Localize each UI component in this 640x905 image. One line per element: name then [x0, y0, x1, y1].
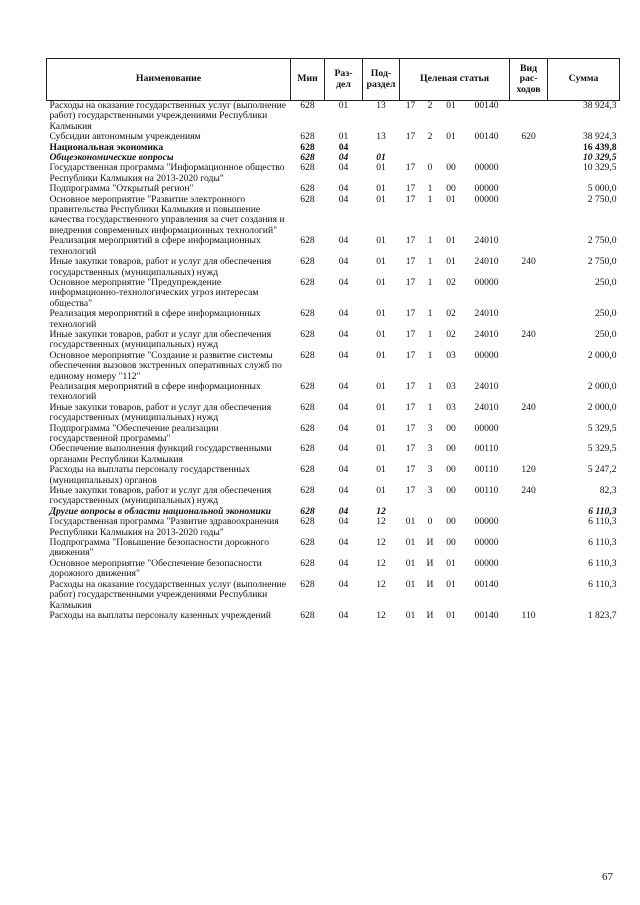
row-target-subprogram: 1	[427, 328, 433, 340]
row-target-event: 00	[446, 516, 456, 528]
row-target-subprogram: 3	[427, 485, 433, 497]
row-vid	[510, 195, 548, 237]
row-podrazdel: 01	[376, 422, 386, 434]
table-row	[47, 257, 620, 278]
row-sum: 5 329,5	[587, 443, 617, 455]
row-podrazdel: 12	[376, 505, 386, 517]
row-name: Субсидии автономным учреждениям	[49, 131, 201, 143]
row-target-subprogram: 1	[427, 276, 433, 288]
header-razdel: Раз- дел	[325, 59, 363, 101]
row-min: 628	[300, 557, 315, 569]
row-sum: 2 000,0	[587, 401, 617, 413]
row-target-event: 01	[446, 578, 456, 590]
row-target-subprogram: 3	[427, 464, 433, 476]
row-target-program	[400, 143, 422, 153]
row-vid	[510, 517, 548, 538]
row-min: 628	[300, 162, 315, 174]
row-podrazdel: 01	[376, 276, 386, 288]
row-sum: 2 000,0	[587, 380, 617, 392]
row-min: 628	[300, 516, 315, 528]
row-razdel: 04	[338, 609, 349, 621]
table-row	[47, 278, 620, 309]
row-target-program: 17	[405, 349, 416, 361]
row-razdel: 04	[338, 485, 349, 497]
table-row	[47, 382, 620, 403]
row-target-code: 00140	[474, 100, 499, 111]
row-sum: 82,3	[599, 485, 617, 497]
row-target-code: 00140	[474, 609, 499, 621]
row-target-code: 00140	[474, 578, 499, 590]
row-target-program: 17	[405, 162, 416, 174]
row-vid	[510, 236, 548, 257]
row-sum: 2 750,0	[587, 256, 617, 268]
row-target-program: 17	[405, 183, 416, 195]
row-target-subprogram: 1	[427, 349, 433, 361]
row-target-event: 00	[446, 183, 456, 195]
row-target-subprogram: 0	[427, 516, 433, 528]
row-target-code	[464, 143, 510, 153]
row-sum: 5 247,2	[587, 464, 617, 476]
row-podrazdel: 01	[376, 349, 386, 361]
row-podrazdel: 12	[376, 578, 386, 590]
row-razdel: 04	[338, 516, 349, 528]
row-podrazdel: 01	[376, 193, 386, 205]
header-target: Целевая статья	[400, 59, 510, 101]
row-razdel: 04	[338, 557, 349, 569]
row-target-program: 17	[405, 328, 416, 340]
table-row	[47, 236, 620, 257]
row-min: 628	[300, 464, 315, 476]
row-target-code: 00110	[474, 464, 499, 476]
row-podrazdel: 01	[376, 162, 386, 174]
row-podrazdel: 12	[376, 557, 386, 569]
row-vid	[510, 538, 548, 559]
row-name: Основное мероприятие "Создание и развитие системы обеспечения вызовов экстренных оперативных служб по единому номеру "112"	[49, 349, 282, 382]
row-target-code: 00000	[474, 183, 499, 195]
row-name: Реализация мероприятий в сфере информационных технологий	[49, 235, 261, 257]
row-target-event: 03	[446, 349, 456, 361]
table-row	[47, 351, 620, 382]
row-target-code: 00000	[474, 422, 499, 434]
row-min: 628	[300, 380, 315, 392]
budget-table-container	[46, 58, 619, 621]
row-target-subprogram	[422, 143, 439, 153]
table-header-row	[47, 59, 620, 101]
row-podrazdel: 12	[376, 537, 386, 549]
header-podrazdel: Под- раздел	[363, 59, 400, 101]
table-row	[47, 444, 620, 465]
row-name: Расходы на оказание государственных услуг (выполнение работ) государственными учреждениями Республики Калмыкия	[49, 100, 286, 132]
row-sum: 6 110,3	[588, 516, 617, 528]
row-target-program: 01	[405, 516, 416, 528]
row-sum: 5 000,0	[587, 183, 617, 195]
row-min: 628	[300, 183, 315, 195]
row-target-program: 17	[405, 422, 416, 434]
row-target-event: 01	[446, 193, 456, 205]
row-target-code: 00000	[474, 193, 499, 205]
header-min: Мин	[291, 59, 325, 101]
row-razdel: 04	[338, 308, 349, 320]
row-target-subprogram: 0	[427, 162, 433, 174]
row-name: Общеэкономические вопросы	[49, 152, 174, 164]
row-sum: 6 110,3	[588, 557, 617, 569]
row-vid: 120	[521, 464, 536, 476]
row-podrazdel: 12	[376, 609, 386, 621]
row-vid	[510, 153, 548, 163]
row-vid	[510, 424, 548, 445]
row-sum: 38 924,3	[582, 100, 617, 111]
row-sum: 6 110,3	[588, 505, 617, 517]
row-target-program: 17	[405, 443, 416, 455]
row-sum: 6 110,3	[588, 537, 617, 549]
row-podrazdel: 01	[376, 256, 386, 268]
table-row	[47, 424, 620, 445]
row-podrazdel: 12	[376, 516, 386, 528]
row-vid: 240	[521, 401, 536, 413]
row-target-program: 01	[405, 609, 416, 621]
row-podrazdel: 01	[376, 308, 386, 320]
row-target-event: 01	[446, 557, 456, 569]
row-name: Иные закупки товаров, работ и услуг для обеспечения государственных (муниципальных) нужд	[49, 401, 272, 424]
row-podrazdel: 01	[376, 380, 386, 392]
row-target-subprogram: И	[426, 609, 434, 621]
row-target-code: 00000	[474, 162, 499, 174]
row-vid	[510, 309, 548, 330]
row-min: 628	[300, 422, 315, 434]
row-razdel: 04	[338, 349, 349, 361]
row-target-event: 03	[446, 380, 456, 392]
row-target-event: 01	[446, 100, 456, 111]
row-name: Государственная программа "Развитие здравоохранения Республики Калмыкия на 2013-2020 годы"	[49, 516, 279, 538]
row-razdel: 04	[338, 464, 349, 476]
row-name: Подпрограмма "Обеспечение реализации государственной программы"	[49, 422, 219, 444]
row-target-subprogram: 1	[427, 308, 433, 320]
table-row	[47, 163, 620, 184]
row-target-code: 24010	[474, 256, 499, 268]
table-row	[47, 195, 620, 237]
row-podrazdel: 01	[376, 443, 386, 455]
row-razdel: 04	[338, 505, 349, 517]
row-target-subprogram: И	[426, 557, 434, 569]
row-target-program: 17	[405, 276, 416, 288]
row-name: Обеспечение выполнения функций государственными органами Республики Калмыкия	[49, 443, 272, 465]
row-razdel: 04	[338, 422, 349, 434]
table-row	[47, 517, 620, 538]
row-min: 628	[300, 131, 315, 143]
row-razdel: 04	[338, 443, 349, 455]
row-name: Подпрограмма "Открытый регион"	[49, 183, 194, 195]
row-vid	[510, 507, 548, 517]
row-vid	[510, 444, 548, 465]
row-target-code: 00000	[474, 557, 499, 569]
row-target-event: 00	[446, 422, 456, 434]
row-name: Национальная экономика	[49, 141, 164, 153]
row-target-code: 24010	[474, 235, 499, 247]
row-target-program: 17	[405, 193, 416, 205]
row-target-code: 24010	[474, 308, 499, 320]
row-min: 628	[300, 609, 315, 621]
row-name: Государственная программа "Информационное общество Республики Калмыкия на 2013-2020 годы"	[49, 162, 285, 184]
row-razdel: 04	[338, 537, 349, 549]
row-target-code: 00000	[474, 516, 499, 528]
row-min: 628	[300, 537, 315, 549]
row-target-subprogram: 1	[427, 235, 433, 247]
row-vid	[510, 351, 548, 382]
row-target-code: 24010	[474, 380, 499, 392]
row-min: 628	[300, 308, 315, 320]
row-sum: 250,0	[594, 276, 617, 288]
row-target-event: 02	[446, 308, 456, 320]
row-target-program: 01	[405, 578, 416, 590]
row-target-subprogram: И	[426, 578, 434, 590]
table-body	[47, 101, 620, 622]
row-vid	[510, 580, 548, 611]
row-target-program: 17	[405, 235, 416, 247]
row-podrazdel: 01	[376, 401, 386, 413]
row-razdel: 04	[338, 141, 349, 153]
row-razdel: 04	[338, 162, 349, 174]
row-name: Иные закупки товаров, работ и услуг для обеспечения государственных (муниципальных) нужд	[49, 256, 272, 278]
row-min: 628	[300, 443, 315, 455]
row-target-event: 02	[446, 276, 456, 288]
row-sum: 2 000,0	[587, 349, 617, 361]
row-target-event: 03	[446, 401, 456, 413]
row-sum: 2 750,0	[587, 193, 617, 205]
row-sum: 5 329,5	[587, 422, 617, 434]
row-vid	[510, 559, 548, 580]
header-vid: Вид рас- ходов	[510, 59, 548, 101]
row-podrazdel: 01	[376, 152, 386, 164]
row-vid: 240	[521, 328, 536, 340]
row-target-event: 00	[446, 537, 456, 549]
row-podrazdel: 13	[376, 100, 386, 111]
row-target-program: 17	[405, 308, 416, 320]
row-vid: 240	[521, 256, 536, 268]
row-podrazdel: 01	[376, 464, 386, 476]
row-razdel: 04	[338, 328, 349, 340]
row-target-event: 00	[446, 162, 456, 174]
row-sum: 2 750,0	[587, 235, 617, 247]
row-min: 628	[300, 100, 315, 111]
row-podrazdel: 01	[376, 235, 386, 247]
row-target-code: 24010	[474, 328, 499, 340]
header-name: Наименование	[47, 59, 291, 101]
row-name: Расходы на выплаты персоналу казенных учреждений	[49, 609, 271, 621]
row-vid	[510, 184, 548, 194]
page-number: 67	[602, 871, 613, 883]
table-row	[47, 403, 620, 424]
row-target-event: 01	[446, 131, 456, 143]
row-target-code: 00000	[474, 537, 499, 549]
row-target-subprogram: 3	[427, 422, 433, 434]
row-target-event: 01	[446, 235, 456, 247]
row-name: Реализация мероприятий в сфере информационных технологий	[49, 380, 261, 403]
row-sum: 10 329,5	[582, 152, 617, 164]
row-name: Основное мероприятие "Обеспечение безопасности дорожного движения"	[49, 557, 262, 580]
row-podrazdel: 13	[376, 131, 386, 143]
row-min: 628	[300, 328, 315, 340]
row-name: Расходы на выплаты персоналу государственных (муниципальных) органов	[49, 464, 251, 486]
row-podrazdel: 01	[376, 328, 386, 340]
row-razdel: 04	[338, 235, 349, 247]
row-target-program: 17	[405, 380, 416, 392]
row-vid	[510, 143, 548, 153]
row-vid: 620	[521, 131, 536, 143]
row-vid	[510, 278, 548, 309]
row-target-program: 01	[405, 557, 416, 569]
row-razdel: 04	[338, 183, 349, 195]
row-vid: 240	[521, 485, 536, 497]
row-target-event	[439, 143, 464, 153]
row-razdel: 01	[338, 131, 349, 143]
row-vid	[510, 382, 548, 403]
row-target-subprogram: 1	[427, 193, 433, 205]
row-min: 628	[300, 505, 315, 517]
row-target-subprogram: 1	[427, 256, 433, 268]
row-sum: 250,0	[594, 308, 617, 320]
row-name: Другие вопросы в области национальной экономики	[49, 505, 271, 517]
row-name: Подпрограмма "Повышение безопасности дорожного движения"	[49, 537, 270, 559]
row-target-event: 01	[446, 256, 456, 268]
row-min: 628	[300, 401, 315, 413]
table-row	[47, 580, 620, 611]
row-name: Иные закупки товаров, работ и услуг для обеспечения государственных (муниципальных) нужд	[49, 485, 272, 507]
row-razdel: 04	[338, 401, 349, 413]
row-min: 628	[300, 193, 315, 205]
row-sum: 6 110,3	[588, 578, 617, 590]
row-min: 628	[300, 349, 315, 361]
row-target-program: 17	[405, 131, 416, 143]
row-target-code: 00110	[474, 443, 499, 455]
row-target-subprogram: 2	[427, 100, 433, 111]
row-target-event: 02	[446, 328, 456, 340]
table-row	[47, 465, 620, 486]
row-target-event: 01	[446, 609, 456, 621]
row-sum: 16 439,8	[582, 141, 617, 153]
row-target-program: 17	[405, 401, 416, 413]
row-sum: 250,0	[594, 328, 617, 340]
row-target-subprogram: 2	[427, 131, 433, 143]
row-target-program: 17	[405, 485, 416, 497]
table-row	[47, 101, 620, 133]
row-razdel: 04	[338, 380, 349, 392]
table-row	[47, 309, 620, 330]
row-target-code: 00000	[474, 349, 499, 361]
row-name: Основное мероприятие "Предупреждение информационно-технологических угроз интересам общества"	[49, 276, 259, 309]
row-min: 628	[300, 235, 315, 247]
row-name: Иные закупки товаров, работ и услуг для обеспечения государственных (муниципальных) нужд	[49, 328, 272, 351]
row-podrazdel: 01	[376, 183, 386, 195]
row-target-code: 24010	[474, 401, 499, 413]
row-min: 628	[300, 256, 315, 268]
row-target-event: 00	[446, 485, 456, 497]
row-min: 628	[300, 276, 315, 288]
row-razdel: 04	[338, 152, 349, 164]
row-razdel: 04	[338, 578, 349, 590]
row-sum: 10 329,5	[582, 162, 617, 174]
row-target-subprogram: 3	[427, 443, 433, 455]
row-sum: 38 924,3	[582, 131, 617, 143]
row-razdel: 01	[338, 100, 349, 111]
row-vid: 110	[521, 609, 536, 621]
row-vid	[510, 163, 548, 184]
row-target-subprogram: И	[426, 537, 434, 549]
table-row	[47, 559, 620, 580]
row-name: Расходы на оказание государственных услуг (выполнение работ) государственными учреждениями Республики Калмыкия	[49, 578, 286, 611]
row-min: 628	[300, 152, 315, 164]
table-row	[47, 538, 620, 559]
row-min: 628	[300, 578, 315, 590]
row-target-program: 17	[405, 256, 416, 268]
row-min: 628	[300, 141, 315, 153]
row-target-subprogram: 1	[427, 183, 433, 195]
row-podrazdel: 01	[376, 485, 386, 497]
row-min: 628	[300, 485, 315, 497]
row-target-code: 00000	[474, 276, 499, 288]
table-row	[47, 330, 620, 351]
row-sum: 1 823,7	[587, 609, 617, 621]
row-razdel: 04	[338, 193, 349, 205]
row-target-subprogram: 1	[427, 401, 433, 413]
table-row	[47, 486, 620, 507]
row-razdel: 04	[338, 276, 349, 288]
row-target-program: 17	[405, 464, 416, 476]
table-row	[47, 611, 620, 621]
header-sum: Сумма	[548, 59, 620, 101]
row-target-program: 01	[405, 537, 416, 549]
row-name: Реализация мероприятий в сфере информационных технологий	[49, 308, 261, 330]
budget-table	[46, 58, 620, 621]
row-target-code: 00140	[474, 131, 499, 143]
row-razdel: 04	[338, 256, 349, 268]
row-target-code: 00110	[474, 485, 499, 497]
row-target-event: 00	[446, 464, 456, 476]
row-target-subprogram: 1	[427, 380, 433, 392]
row-vid	[510, 101, 548, 133]
row-target-program: 17	[405, 100, 416, 111]
row-target-event: 00	[446, 443, 456, 455]
row-name: Основное мероприятие "Развитие электронного правительства Республики Калмыкия и повышение качества государственного управления за счет создания и внедрения современных информационных технологий"	[49, 193, 285, 236]
